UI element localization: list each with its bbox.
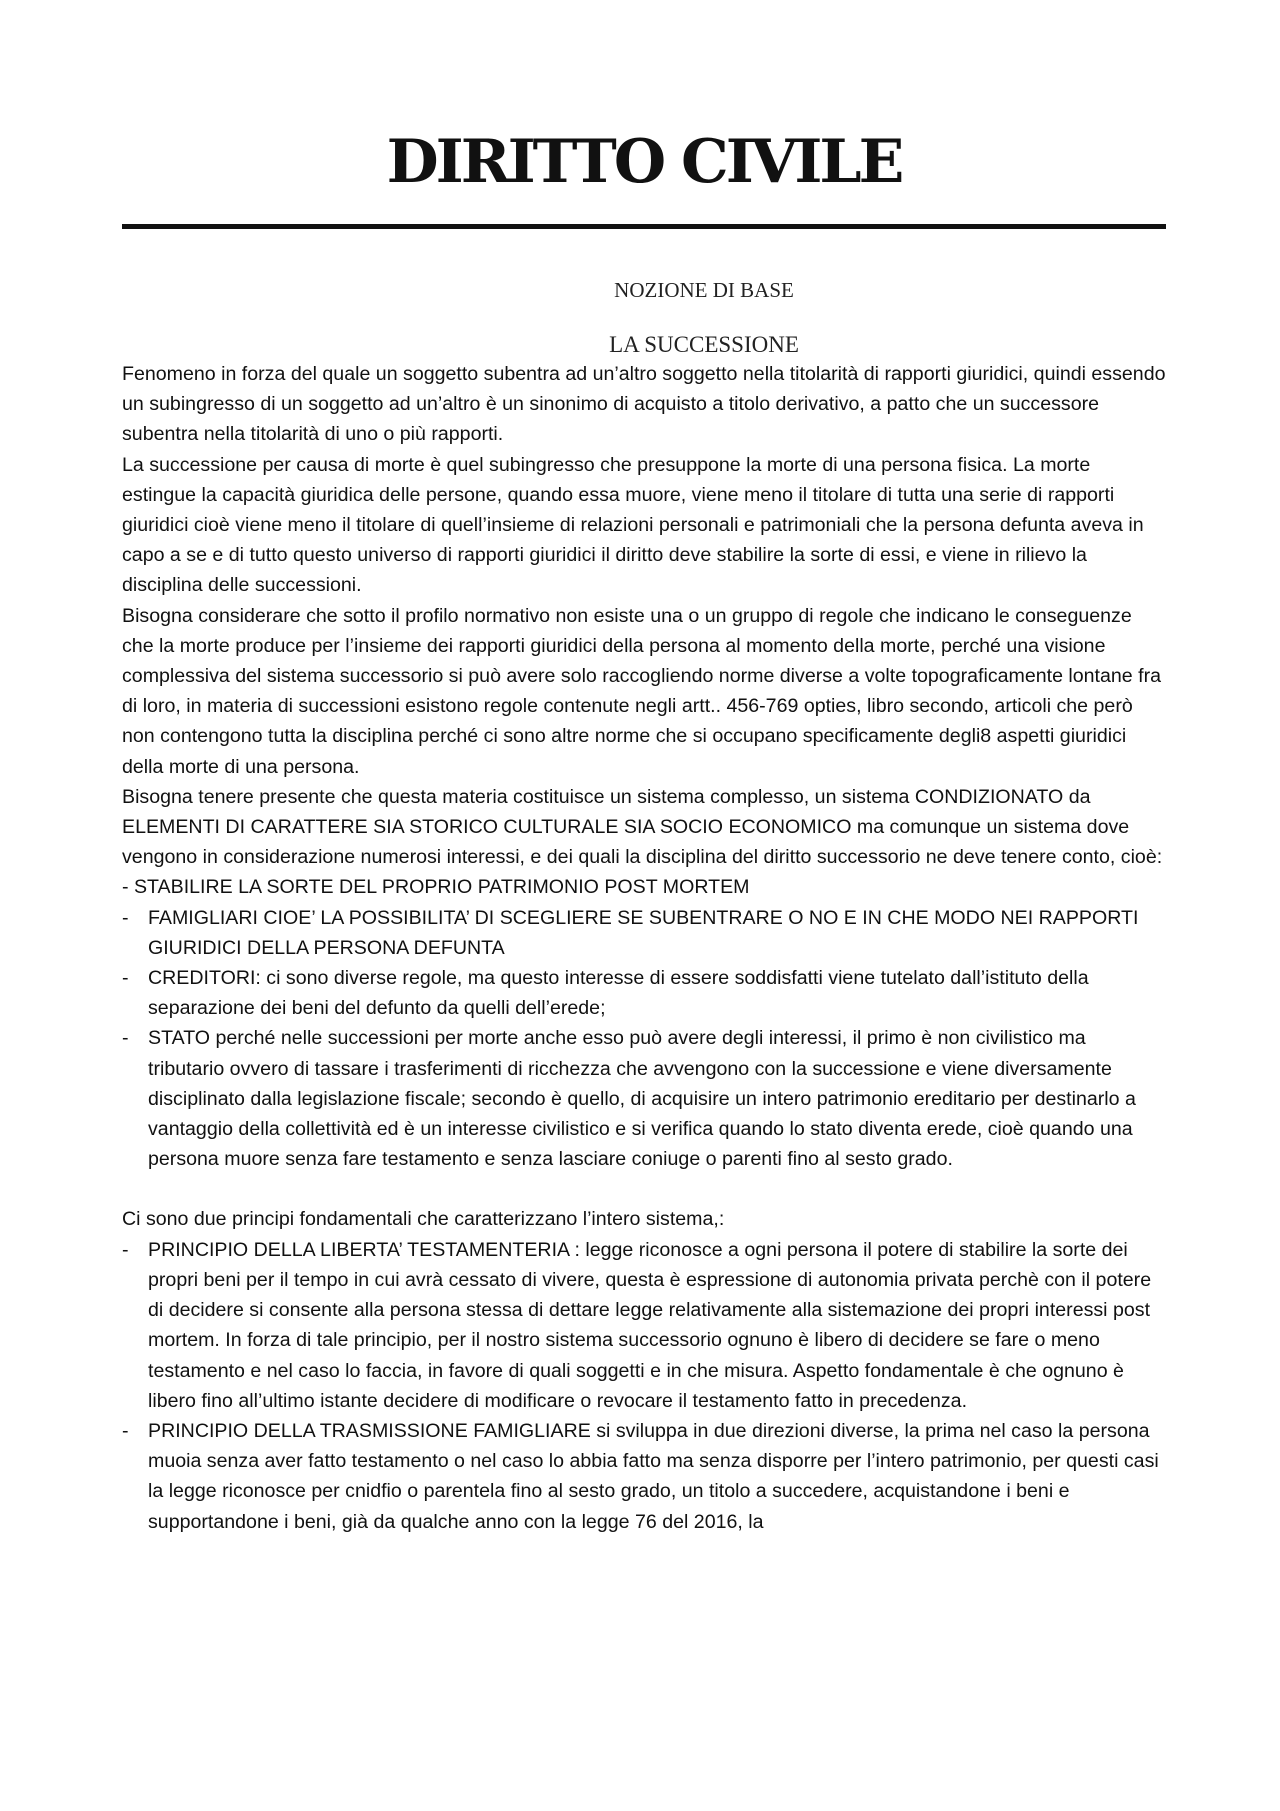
paragraph-complex-system: Bisogna tenere presente che questa materia costituisce un sistema complesso, un sistema CONDIZIONATO da ELEMENTI DI CARATTERE SIA STORICO CULTURALE SIA SOCIO ECONOMICO ma comunque un sistema dove vengono in considerazione numerosi interessi, e dei quali la disciplina del diritto successorio ne deve tenere conto, cioè: [122,785,1163,869]
bullet-dash: - [122,1027,129,1050]
list-item-patrimonio: - STABILIRE LA SORTE DEL PROPRIO PATRIMONIO POST MORTEM [122,876,750,899]
interests-list [122,903,1166,1175]
document-subtitle: NOZIONE DI BASE [614,278,794,302]
title-divider [122,224,1166,229]
list-item-text: CREDITORI: ci sono diverse regole, ma questo interesse di essere soddisfatti viene tutelato dall’istituto della separazione dei beni del defunto da quelli dell’erede; [148,967,1089,1020]
list-item-text: STATO perché nelle successioni per morte anche esso può avere degli interessi, il primo è non civilistico ma tributario ovvero di tassare i trasferimenti di ricchezza che avvengono con la successione e viene diversamente disciplinato dalla legislazione fiscale; secondo è quello, di acquisire un intero patrimonio ereditario per destinarlo a vantaggio della collettività ed è un interesse civilistico e si verifica quando lo stato diventa erede, cioè quando una persona muore senza fare testamento e senza lasciare coniuge o parenti fino al sesto grado. [148,1027,1136,1171]
list-item-liberta-testamentaria [122,1235,1166,1416]
list-item-text: PRINCIPIO DELLA TRASMISSIONE FAMIGLIARE si sviluppa in due direzioni diverse, la prima nel caso la persona muoia senza aver fatto testamento o nel caso lo abbia fatto ma senza disporre per l’intero patrimonio, per questi casi la legge riconosce per cnidfio o parentela fino al sesto grado, un titolo a succedere, acquistandone i beni e supportandone i beni, già da qualche anno con la legge 76 del 2016, la [148,1419,1159,1533]
document-title: DIRITTO CIVILE [386,127,902,197]
principles-list [122,1235,1166,1537]
list-item-famigliari [122,903,1166,963]
paragraph-principles-intro: Ci sono due principi fondamentali che caratterizzano l’intero sistema,: [122,1208,725,1231]
paragraph-definition: Fenomeno in forza del quale un soggetto subentra ad un’altro soggetto nella titolarità di rapporti giuridici, quindi essendo un subingresso di un soggetto ad un’altro è un sinonimo di acquisto a titolo derivativo, a patto che un successore subentra nella titolarità di uno o più rapporti. [122,363,1166,446]
paragraph-death-succession: La successione per causa di morte è quel subingresso che presuppone la morte di una persona fisica. La morte estingue la capacità giuridica delle persone, quando essa muore, viene meno il titolare di tutta una serie di rapporti giuridici cioè viene meno il titolare di quell’insieme di relazioni personali e patrimoniali che la persona defunta aveva in capo a se e di tutto questo universo di rapporti giuridici il diritto deve stabilire la sorte di essi, e viene in rilievo la disciplina delle successioni. [122,453,1144,597]
list-item-creditori [122,963,1166,1023]
list-item-trasmissione-famigliare [122,1416,1166,1537]
list-item-text: PRINCIPIO DELLA LIBERTA’ TESTAMENTERIA : legge riconosce a ogni persona il potere di stabilire la sorte dei propri beni per il tempo in cui avrà cessato di vivere, questa è espressione di autonomia privata perchè con il potere di decidere si consente alla persona stessa di dettare legge relativamente alla sistemazione dei propri interessi post mortem. In forza di tale principio, per il nostro sistema successorio ognuno è libero di decidere se fare o meno testamento e nel caso lo faccia, in favore di quali soggetti e in che misura. Aspetto fondamentale è che ognuno è libero fino all’ultimo istante decidere di modificare o revocare il testamento fatto in precedenza. [148,1238,1152,1412]
document-body [122,359,1166,1537]
list-item-text: FAMIGLIARI CIOE’ LA POSSIBILITA’ DI SCEGLIERE SE SUBENTRARE O NO E IN CHE MODO NEI RAPPORTI GIURIDICI DELLA PERSONA DEFUNTA [148,906,1139,959]
bullet-dash: - [122,1238,129,1261]
bullet-dash: - [122,906,129,929]
paragraph-spacer [122,1174,1166,1204]
paragraph-normative-profile: Bisogna considerare che sotto il profilo normativo non esiste una o un gruppo di regole che indicano le conseguenze che la morte produce per l’insieme dei rapporti giuridici della persona al momento della morte, perché una visione complessiva del sistema successorio si può avere solo raccogliendo norme diverse a volte topograficamente lontane fra di loro, in materia di successioni esistono regole contenute negli artt.. 456-769 opties, libro secondo, articoli che però non contengono tutta la disciplina perché ci sono altre norme che si occupano specificamente degli8 aspetti giuridici della morte di una persona. [122,604,1162,778]
section-title: LA SUCCESSIONE [609,332,799,357]
list-item-stato [122,1023,1166,1174]
document-page [122,0,1166,1537]
bullet-dash: - [122,967,129,990]
bullet-dash: - [122,1419,129,1442]
